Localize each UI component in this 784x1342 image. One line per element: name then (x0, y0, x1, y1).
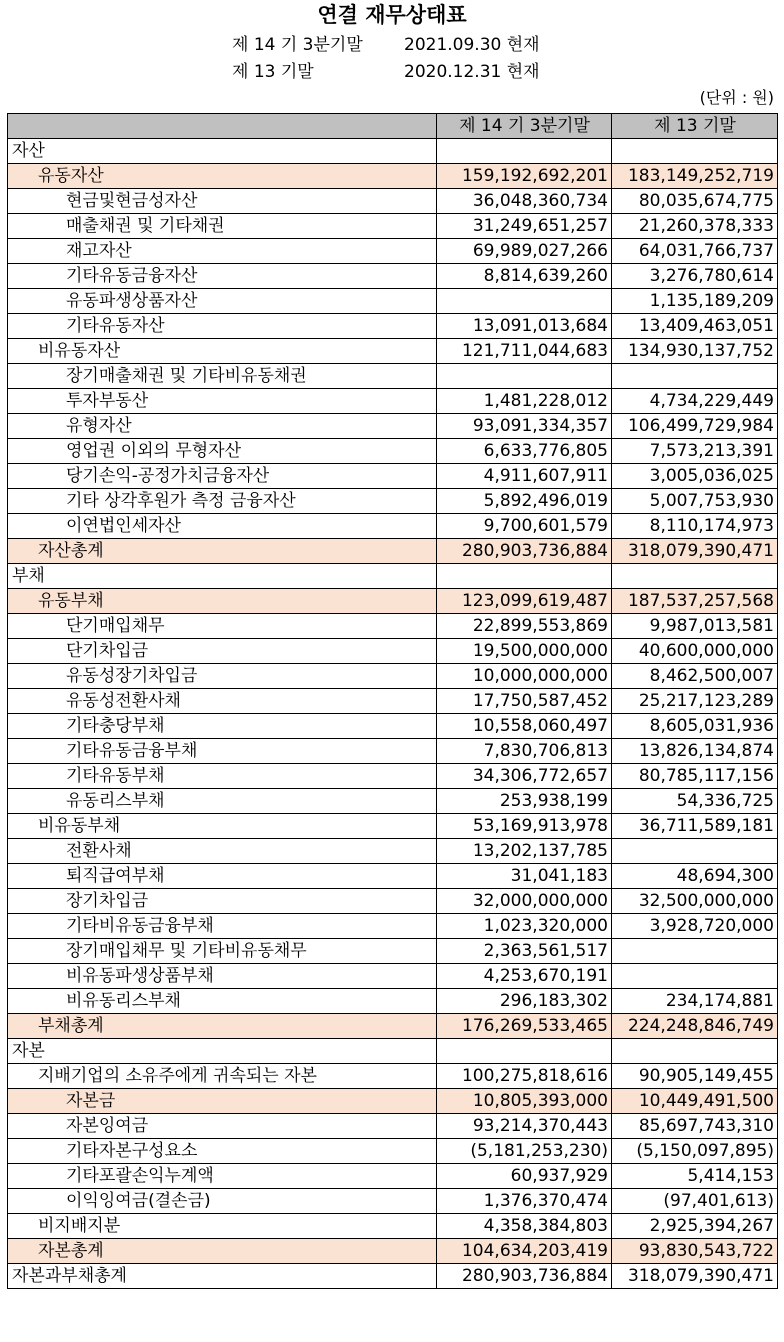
table-row (8, 1164, 778, 1189)
account-name: 장기매출채권 및 기타비유동채권 (8, 364, 437, 389)
current-period-value: 8,814,639,260 (437, 264, 612, 289)
prior-period-value (612, 964, 778, 989)
account-name: 자본 (8, 1039, 437, 1064)
table-row (8, 614, 778, 639)
account-name: 부채총계 (8, 1014, 437, 1039)
column-header-account (8, 114, 437, 139)
table-row (8, 339, 778, 364)
table-row (8, 664, 778, 689)
account-name: 비유동리스부채 (8, 989, 437, 1014)
account-name: 자본과부채총계 (8, 1264, 437, 1289)
prior-period-value: 8,462,500,007 (612, 664, 778, 689)
prior-period-value: 8,110,174,973 (612, 514, 778, 539)
prior-period-value: (5,150,097,895) (612, 1139, 778, 1164)
prior-period-value (612, 839, 778, 864)
table-row (8, 914, 778, 939)
prior-period-value: 318,079,390,471 (612, 539, 778, 564)
current-period-value (437, 289, 612, 314)
account-name: 이익잉여금(결손금) (8, 1189, 437, 1214)
account-name: 단기차입금 (8, 639, 437, 664)
prior-period-value: 90,905,149,455 (612, 1064, 778, 1089)
table-row (8, 1214, 778, 1239)
table-row (8, 289, 778, 314)
table-row (8, 789, 778, 814)
current-period-date: 2021.09.30 현재 (404, 35, 540, 55)
account-name: 기타충당부채 (8, 714, 437, 739)
current-period-value: 123,099,619,487 (437, 589, 612, 614)
current-period-value: 32,000,000,000 (437, 889, 612, 914)
account-name: 기타유동자산 (8, 314, 437, 339)
table-row (8, 839, 778, 864)
current-period-value: 100,275,818,616 (437, 1064, 612, 1089)
current-period-value: 4,911,607,911 (437, 464, 612, 489)
current-period-value: 31,041,183 (437, 864, 612, 889)
current-period-value: 176,269,533,465 (437, 1014, 612, 1039)
table-row (8, 639, 778, 664)
table-body (8, 139, 778, 1289)
prior-period-value: 9,987,013,581 (612, 614, 778, 639)
current-period-value: 253,938,199 (437, 789, 612, 814)
table-row (8, 1064, 778, 1089)
account-name: 비유동부채 (8, 814, 437, 839)
current-period-value: 4,358,384,803 (437, 1214, 612, 1239)
current-period-value (437, 139, 612, 164)
table-row (8, 189, 778, 214)
current-period-value: 104,634,203,419 (437, 1239, 612, 1264)
prior-period-value: 183,149,252,719 (612, 164, 778, 189)
column-header-prior-period: 제 13 기말 (612, 114, 778, 139)
prior-period-value: 5,007,753,930 (612, 489, 778, 514)
account-name: 투자부동산 (8, 389, 437, 414)
prior-period-value: 3,276,780,614 (612, 264, 778, 289)
table-row (8, 464, 778, 489)
account-name: 부채 (8, 564, 437, 589)
account-name: 기타유동부채 (8, 764, 437, 789)
prior-period-value: 318,079,390,471 (612, 1264, 778, 1289)
prior-period-value: 10,449,491,500 (612, 1089, 778, 1114)
account-name: 유동리스부채 (8, 789, 437, 814)
unit-note: (단위 : 원) (699, 88, 774, 107)
account-name: 비유동자산 (8, 339, 437, 364)
table-row (8, 214, 778, 239)
account-name: 기타유동금융자산 (8, 264, 437, 289)
current-period-value: 5,892,496,019 (437, 489, 612, 514)
account-name: 유동성전환사채 (8, 689, 437, 714)
table-row (8, 439, 778, 464)
account-name: 기타자본구성요소 (8, 1139, 437, 1164)
column-header-current-period: 제 14 기 3분기말 (437, 114, 612, 139)
account-name: 장기차입금 (8, 889, 437, 914)
prior-period-value: 134,930,137,752 (612, 339, 778, 364)
table-row (8, 739, 778, 764)
prior-period-value: 106,499,729,984 (612, 414, 778, 439)
balance-sheet-table (7, 113, 778, 1289)
table-row (8, 689, 778, 714)
table-row (8, 714, 778, 739)
table-row (8, 989, 778, 1014)
table-row (8, 589, 778, 614)
current-period-value: 53,169,913,978 (437, 814, 612, 839)
prior-period-value: 187,537,257,568 (612, 589, 778, 614)
account-name: 재고자산 (8, 239, 437, 264)
current-period-value: 4,253,670,191 (437, 964, 612, 989)
current-period-value: 280,903,736,884 (437, 539, 612, 564)
table-row (8, 1114, 778, 1139)
table-row (8, 564, 778, 589)
table-row (8, 939, 778, 964)
account-name: 유동부채 (8, 589, 437, 614)
prior-period-value: 13,826,134,874 (612, 739, 778, 764)
account-name: 영업권 이외의 무형자산 (8, 439, 437, 464)
prior-period-value: 3,928,720,000 (612, 914, 778, 939)
table-row (8, 239, 778, 264)
current-period-value: 13,091,013,684 (437, 314, 612, 339)
account-name: 자산 (8, 139, 437, 164)
prior-period-value: 25,217,123,289 (612, 689, 778, 714)
prior-period-value: 2,925,394,267 (612, 1214, 778, 1239)
account-name: 단기매입채무 (8, 614, 437, 639)
table-row (8, 314, 778, 339)
table-row (8, 1189, 778, 1214)
prior-period-value: 80,785,117,156 (612, 764, 778, 789)
current-period-value: (5,181,253,230) (437, 1139, 612, 1164)
table-row (8, 389, 778, 414)
prior-period-value: 64,031,766,737 (612, 239, 778, 264)
prior-period-value: 36,711,589,181 (612, 814, 778, 839)
current-period-value: 19,500,000,000 (437, 639, 612, 664)
table-row (8, 1264, 778, 1289)
account-name: 자본잉여금 (8, 1114, 437, 1139)
current-period-value: 1,376,370,474 (437, 1189, 612, 1214)
prior-period-line (232, 61, 540, 83)
table-row (8, 539, 778, 564)
account-name: 비지배지분 (8, 1214, 437, 1239)
current-period-value: 7,830,706,813 (437, 739, 612, 764)
account-name: 기타 상각후원가 측정 금융자산 (8, 489, 437, 514)
prior-period-value: 21,260,378,333 (612, 214, 778, 239)
account-name: 장기매입채무 및 기타비유동채무 (8, 939, 437, 964)
table-row (8, 764, 778, 789)
current-period-value: 93,214,370,443 (437, 1114, 612, 1139)
account-name: 유동성장기차입금 (8, 664, 437, 689)
current-period-value (437, 564, 612, 589)
table-row (8, 514, 778, 539)
prior-period-value: 40,600,000,000 (612, 639, 778, 664)
current-period-value: 159,192,692,201 (437, 164, 612, 189)
prior-period-value: 13,409,463,051 (612, 314, 778, 339)
current-period-value: 1,481,228,012 (437, 389, 612, 414)
prior-period-value: (97,401,613) (612, 1189, 778, 1214)
current-period-value: 10,805,393,000 (437, 1089, 612, 1114)
prior-period-value: 5,414,153 (612, 1164, 778, 1189)
table-row (8, 164, 778, 189)
prior-period-value (612, 939, 778, 964)
prior-period-value: 93,830,543,722 (612, 1239, 778, 1264)
prior-period-value: 234,174,881 (612, 989, 778, 1014)
current-period-value: 2,363,561,517 (437, 939, 612, 964)
statement-title: 연결 재무상태표 (317, 3, 467, 27)
account-name: 유동파생상품자산 (8, 289, 437, 314)
prior-period-value: 85,697,743,310 (612, 1114, 778, 1139)
account-name: 자산총계 (8, 539, 437, 564)
current-period-value: 60,937,929 (437, 1164, 612, 1189)
current-period-value: 17,750,587,452 (437, 689, 612, 714)
prior-period-value (612, 1039, 778, 1064)
account-name: 당기손익-공정가치금융자산 (8, 464, 437, 489)
prior-period-value: 224,248,846,749 (612, 1014, 778, 1039)
prior-period-date: 2020.12.31 현재 (404, 62, 540, 82)
current-period-value: 22,899,553,869 (437, 614, 612, 639)
current-period-value: 9,700,601,579 (437, 514, 612, 539)
current-period-value: 296,183,302 (437, 989, 612, 1014)
prior-period-value (612, 139, 778, 164)
prior-period-value: 3,005,036,025 (612, 464, 778, 489)
prior-period-value (612, 364, 778, 389)
current-period-value: 93,091,334,357 (437, 414, 612, 439)
account-name: 퇴직급여부채 (8, 864, 437, 889)
current-period-value: 69,989,027,266 (437, 239, 612, 264)
prior-period-value (612, 564, 778, 589)
current-period-value: 10,558,060,497 (437, 714, 612, 739)
account-name: 현금및현금성자산 (8, 189, 437, 214)
table-row (8, 964, 778, 989)
prior-period-label: 제 13 기말 (232, 62, 314, 82)
current-period-value: 13,202,137,785 (437, 839, 612, 864)
current-period-value: 6,633,776,805 (437, 439, 612, 464)
account-name: 유동자산 (8, 164, 437, 189)
current-period-value: 1,023,320,000 (437, 914, 612, 939)
table-row (8, 814, 778, 839)
current-period-value (437, 364, 612, 389)
account-name: 비유동파생상품부채 (8, 964, 437, 989)
table-row (8, 264, 778, 289)
table-row (8, 889, 778, 914)
table-row (8, 864, 778, 889)
table-row (8, 1139, 778, 1164)
table-row (8, 489, 778, 514)
account-name: 기타포괄손익누계액 (8, 1164, 437, 1189)
prior-period-value: 48,694,300 (612, 864, 778, 889)
current-period-value: 280,903,736,884 (437, 1264, 612, 1289)
account-name: 매출채권 및 기타채권 (8, 214, 437, 239)
account-name: 전환사채 (8, 839, 437, 864)
account-name: 기타비유동금융부채 (8, 914, 437, 939)
prior-period-value: 1,135,189,209 (612, 289, 778, 314)
current-period-label: 제 14 기 3분기말 (232, 35, 363, 55)
table-row (8, 1239, 778, 1264)
table-row (8, 364, 778, 389)
current-period-value: 10,000,000,000 (437, 664, 612, 689)
current-period-value: 121,711,044,683 (437, 339, 612, 364)
prior-period-value: 54,336,725 (612, 789, 778, 814)
table-header-row (8, 114, 778, 139)
account-name: 유형자산 (8, 414, 437, 439)
table-row (8, 139, 778, 164)
account-name: 기타유동금융부채 (8, 739, 437, 764)
account-name: 자본총계 (8, 1239, 437, 1264)
current-period-value: 36,048,360,734 (437, 189, 612, 214)
table-row (8, 414, 778, 439)
prior-period-value: 8,605,031,936 (612, 714, 778, 739)
prior-period-value: 32,500,000,000 (612, 889, 778, 914)
account-name: 이연법인세자산 (8, 514, 437, 539)
prior-period-value: 7,573,213,391 (612, 439, 778, 464)
table-row (8, 1039, 778, 1064)
account-name: 지배기업의 소유주에게 귀속되는 자본 (8, 1064, 437, 1089)
table-row (8, 1014, 778, 1039)
prior-period-value: 80,035,674,775 (612, 189, 778, 214)
current-period-value: 34,306,772,657 (437, 764, 612, 789)
current-period-value (437, 1039, 612, 1064)
account-name: 자본금 (8, 1089, 437, 1114)
current-period-value: 31,249,651,257 (437, 214, 612, 239)
current-period-line (232, 34, 540, 56)
prior-period-value: 4,734,229,449 (612, 389, 778, 414)
table-row (8, 1089, 778, 1114)
